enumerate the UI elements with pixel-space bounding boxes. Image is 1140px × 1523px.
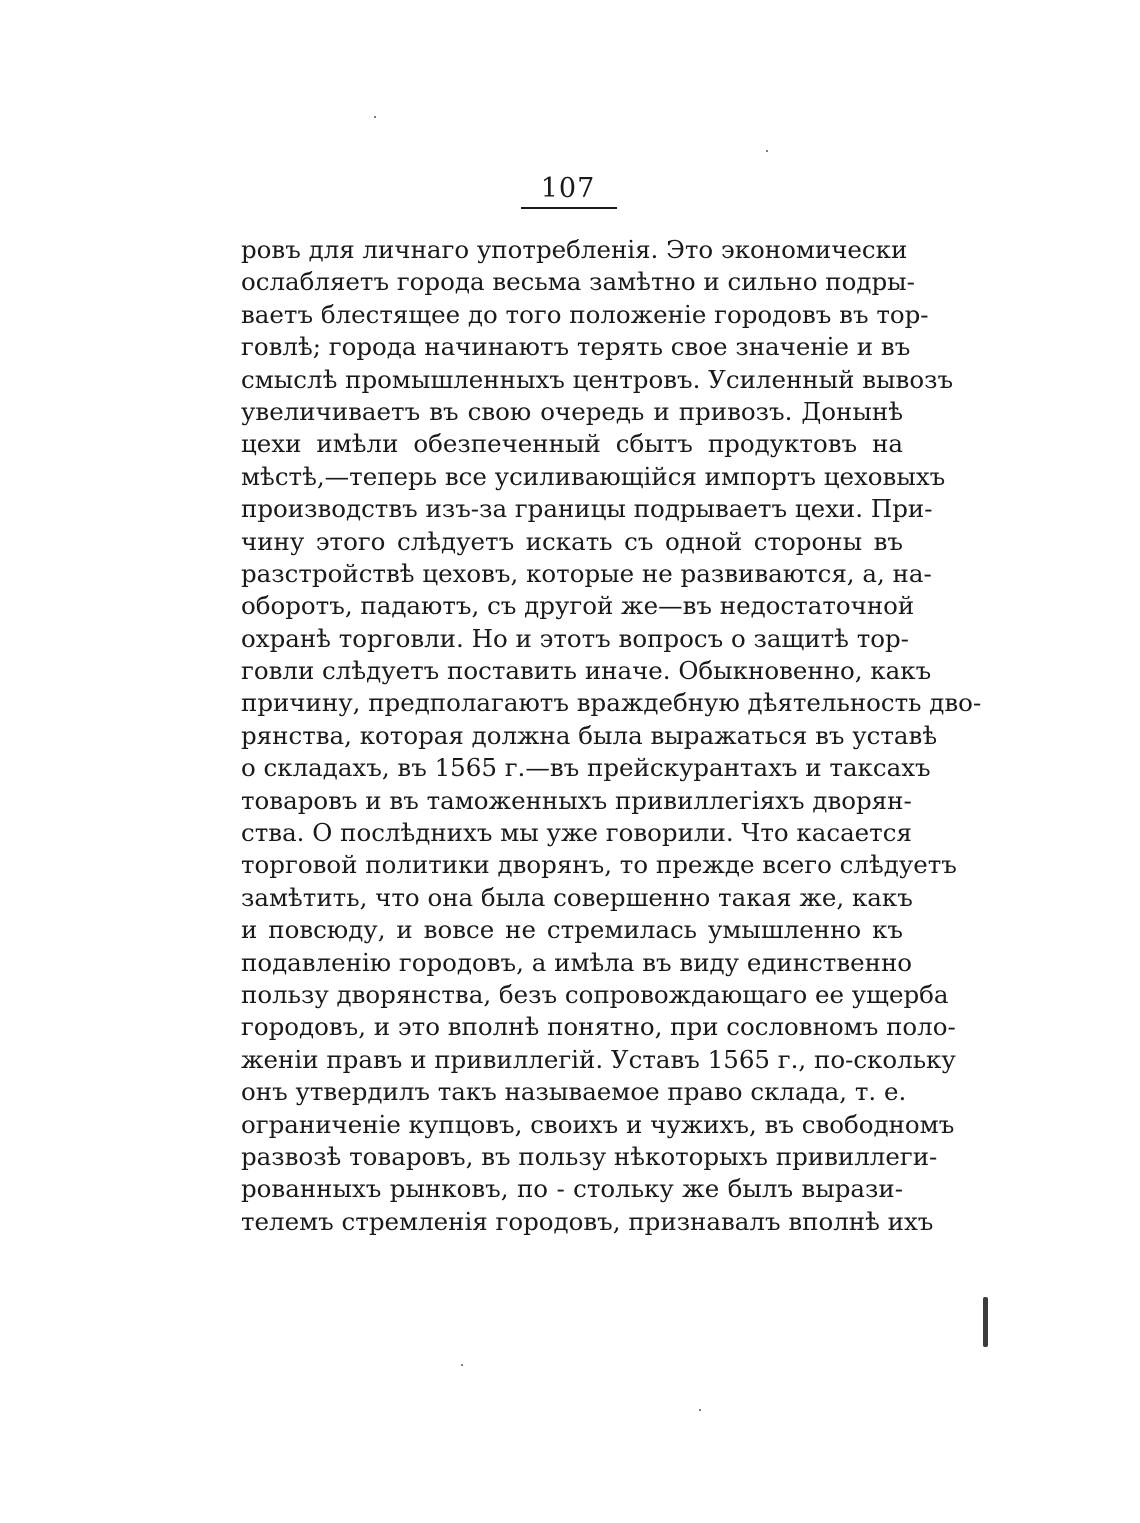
text-line: ограниченіе купцовъ, своихъ и чужихъ, въ свободномъ — [241, 1109, 955, 1139]
text-line: производствъ изъ-за границы подрываетъ цехи. При- — [241, 494, 933, 524]
scan-speck — [374, 116, 376, 118]
text-line: увеличиваетъ въ свою очередь и привозъ. Донынѣ — [241, 396, 903, 426]
text-line: рянства, которая должна была выражаться въ уставѣ — [241, 720, 938, 750]
text-line: причину, предполагаютъ враждебную дѣятельность дво- — [241, 688, 982, 718]
text-line: и повсюду, и вовсе не стремилась умышленно къ — [241, 915, 903, 945]
text-line: охранѣ торговли. Но и этотъ вопросъ о защитѣ тор- — [241, 623, 909, 653]
body-text — [241, 234, 982, 1238]
text-line: ваетъ блестящее до того положеніе городовъ въ тор- — [241, 299, 929, 329]
text-line: онъ утвердилъ такъ называемое право склада, т. е. — [241, 1077, 907, 1107]
text-line: товаровъ и въ таможенныхъ привиллегіяхъ дворян- — [241, 785, 912, 815]
text-line: ства. О послѣднихъ мы уже говорили. Что касается — [241, 818, 912, 848]
text-line: оборотъ, падаютъ, съ другой же—въ недостаточной — [241, 591, 915, 621]
text-line: подавленію городовъ, а имѣла въ виду единственно — [241, 947, 913, 977]
text-line: ослабляетъ города весьма замѣтно и сильно подры- — [241, 267, 915, 297]
text-line: о складахъ, въ 1565 г.—въ прейскурантахъ и таксахъ — [241, 753, 931, 783]
text-line: телемъ стремленія городовъ, признавалъ вполнѣ ихъ — [241, 1206, 934, 1236]
text-line: мѣстѣ,—теперь все усиливающійся импортъ цеховыхъ — [241, 461, 946, 491]
scan-speck — [461, 1364, 463, 1366]
page-edge-mark — [983, 1297, 988, 1347]
text-line: торговой политики дворянъ, то прежде всего слѣдуетъ — [241, 850, 957, 880]
text-line: развозѣ товаровъ, въ пользу нѣкоторыхъ привиллеги- — [241, 1141, 938, 1171]
text-line: разстройствѣ цеховъ, которые не развиваются, а, на- — [241, 558, 932, 588]
scan-speck — [699, 1409, 701, 1411]
text-line: женіи правъ и привиллегій. Уставъ 1565 г., по-скольку — [241, 1044, 956, 1074]
text-line: цехи имѣли обезпеченный сбытъ продуктовъ на — [241, 429, 903, 459]
text-line: городовъ, и это вполнѣ понятно, при сословномъ поло- — [241, 1012, 956, 1042]
text-line: говлѣ; города начинаютъ терять свое значеніе и въ — [241, 332, 911, 362]
text-line: говли слѣдуетъ поставить иначе. Обыкновенно, какъ — [241, 656, 932, 686]
text-line: пользу дворянства, безъ сопровождающаго ее ущерба — [241, 979, 949, 1009]
page-number-rule — [521, 207, 617, 209]
text-line: рованныхъ рынковъ, по - стольку же былъ вырази- — [241, 1174, 903, 1204]
text-line: смыслѣ промышленныхъ центровъ. Усиленный вывозъ — [241, 364, 954, 394]
text-line: чину этого слѣдуетъ искать съ одной стороны въ — [241, 526, 903, 556]
text-line: замѣтить, что она была совершенно такая же, какъ — [241, 882, 913, 912]
scan-speck — [766, 150, 768, 152]
page-number: 107 — [540, 173, 596, 204]
text-line: ровъ для личнаго употребленія. Это экономически — [241, 235, 908, 264]
